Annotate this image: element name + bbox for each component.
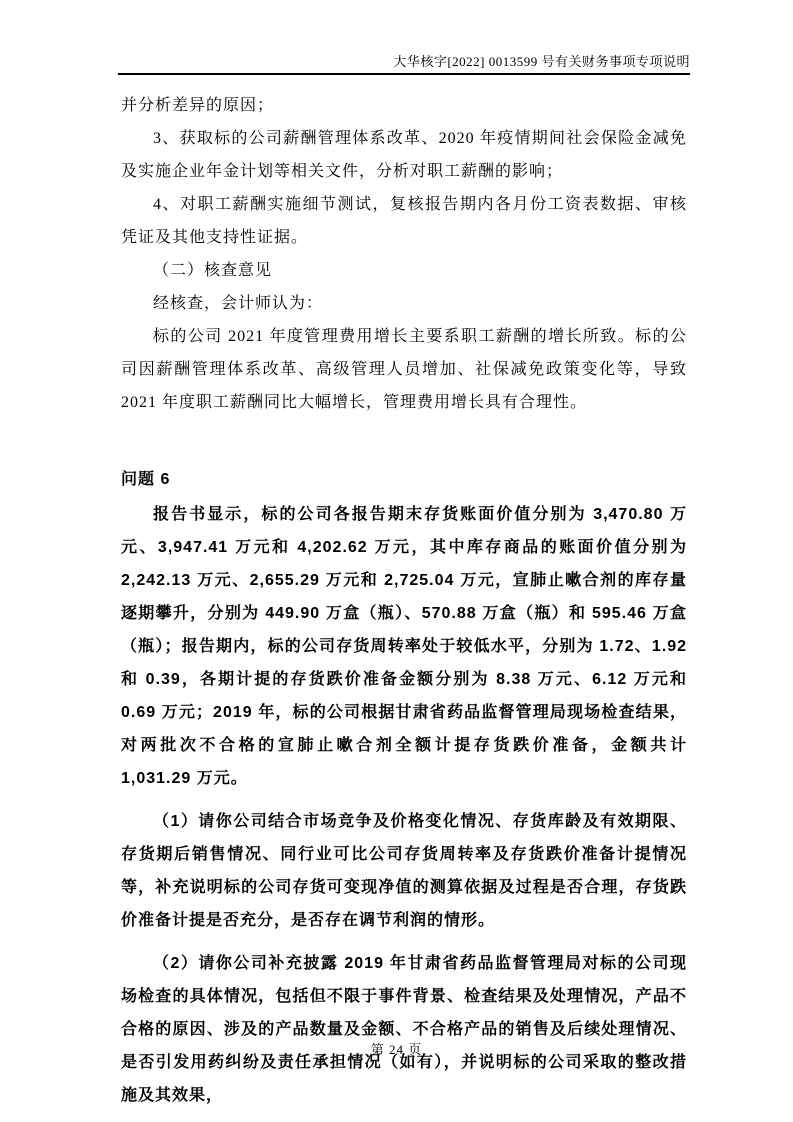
paragraph-procedure-3: 3、获取标的公司薪酬管理体系改革、2020 年疫情期间社会保险金减免及实施企业年金计划等相关文件，分析对职工薪酬的影响； [121, 130, 687, 180]
paragraph-question-6-background: 报告书显示，标的公司各报告期末存货账面价值分别为 3,470.80 万元、3,947.41 万元和 4,202.62 万元，其中库存商品的账面价值分别为 2,242.13 万元、2,655.29 万元和 2,725.04 万元，宣肺止嗽合剂的库存量逐期攀升，分别为 449.90 万盒（瓶）、570.88 万盒（瓶）和 595.46 万盒（瓶）；报告期内，标的公司存货周转率处于较低水平，分别为 1.72、1.92 和 0.39，各期计提的存货跌价准备金额分别为 8.38 万元、6.12 万元和 0.69 万元；2019 年，标的公司根据甘肃省药品监督管理局现场检查结果，对两批次不合格的宣肺止嗽合剂全额计提存货跌价准备，金额共计 1,031.29 万元。 [121, 506, 687, 787]
paragraph-auditor-lead: 经核查，会计师认为： [153, 295, 324, 312]
page-number: 第 24 页 [370, 1042, 423, 1057]
paragraph-question-6-item-2: （2）请你公司补充披露 2019 年甘肃省药品监督管理局对标的公司现场检查的具体情况，包括但不限于事件背景、检查结果及处理情况，产品不合格的原因、涉及的产品数量及金额、不合格产品的销售及后续处理情况、是否引发用药纠纷及责任承担情况（如有），并说明标的公司采取的整改措施及其效果， [121, 955, 687, 1104]
paragraph-continuation: 并分析差异的原因； [121, 97, 275, 114]
heading-verification-opinion: （二）核查意见 [153, 262, 273, 279]
paragraph-conclusion: 标的公司 2021 年度管理费用增长主要系职工薪酬的增长所致。标的公司因薪酬管理体系改革、高级管理人员增加、社保减免政策变化等，导致 2021 年度职工薪酬同比大幅增长，管理费用增长具有合理性。 [121, 328, 687, 411]
page-footer [0, 1039, 793, 1058]
document-body [121, 89, 687, 1112]
header-title: 大华核字[2022] 0013599 号有关财务事项专项说明 [393, 54, 690, 69]
paragraph-question-6-item-1: （1）请你公司结合市场竞争及价格变化情况、存货库龄及有效期限、存货期后销售情况、同行业可比公司存货周转率及存货跌价准备计提情况等，补充说明标的公司存货可变现净值的测算依据及过程是否合理，存货跌价准备计提是否充分，是否存在调节利润的情形。 [121, 813, 687, 929]
paragraph-procedure-4: 4、对职工薪酬实施细节测试，复核报告期内各月份工资表数据、审核凭证及其他支持性证据。 [121, 196, 687, 246]
page-header [118, 53, 690, 75]
heading-question-6: 问题 6 [121, 471, 171, 488]
